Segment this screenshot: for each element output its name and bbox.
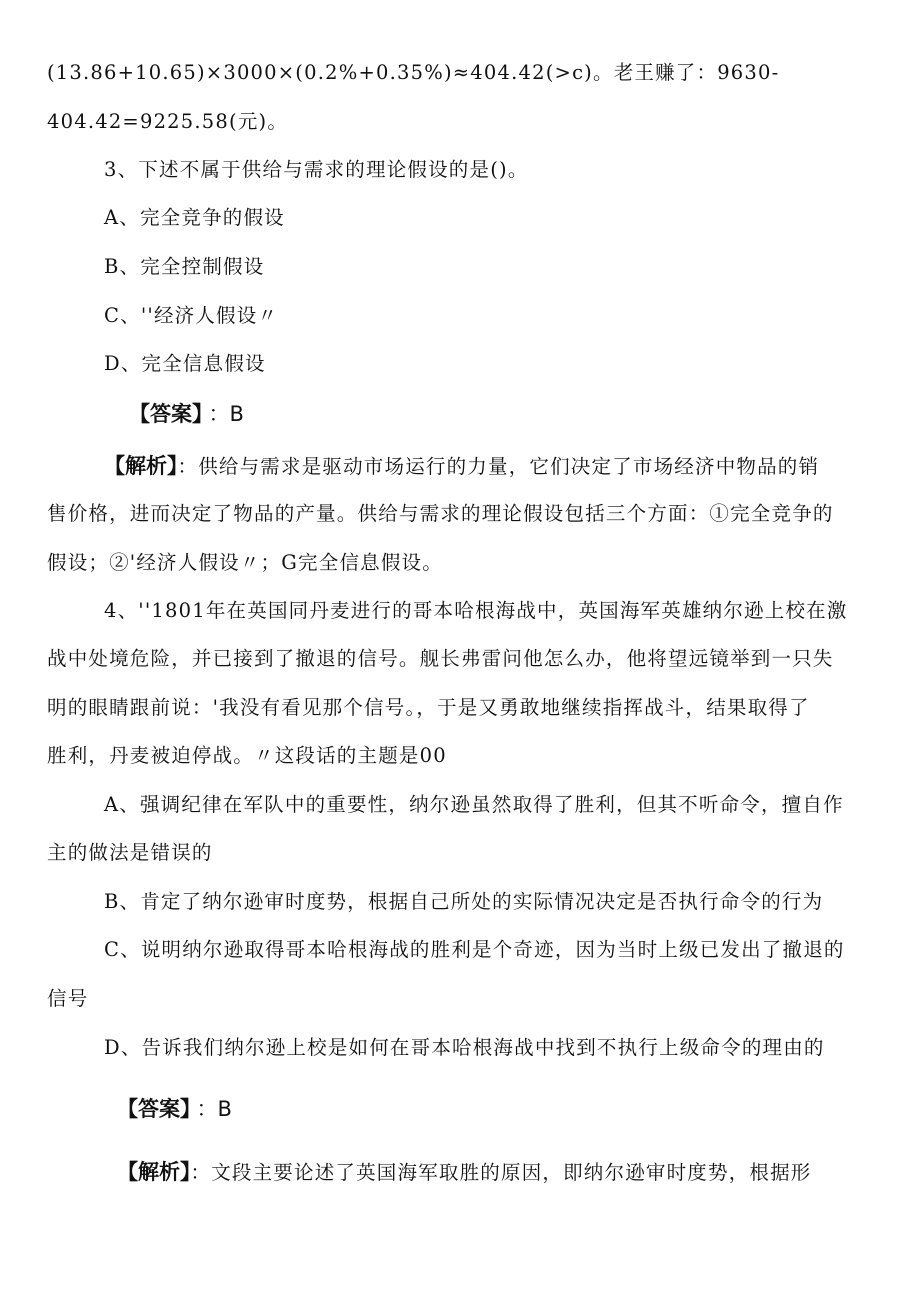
q3-analysis-line-1 [104, 452, 819, 481]
q4-option-b: B、肯定了纳尔逊审时度势，根据自己所处的实际情况决定是否执行命令的行为 [104, 890, 824, 913]
q4-answer-value: ：B [196, 1097, 232, 1121]
q4-analysis-text: ：文段主要论述了英国海军取胜的原因，即纳尔逊审时度势，根据形 [190, 1161, 812, 1184]
q3-answer-value: ：B [208, 402, 244, 426]
q4-option-d: D、告诉我们纳尔逊上校是如何在哥本哈根海战中找到不执行上级命令的理由的 [104, 1036, 825, 1059]
q4-question-line-3: 明的眼睛跟前说：'我没有看见那个信号。，于是又勇敢地继续指挥战斗，结果取得了 [47, 696, 810, 719]
q3-analysis-line-3: 假设；②'经济人假设〃；G完全信息假设。 [47, 551, 443, 574]
q4-answer [117, 1095, 232, 1123]
calc-line-2: 404.42=9225.58(元)。 [47, 110, 289, 133]
q4-analysis-label: 【解析】 [117, 1160, 191, 1184]
q3-question: 3、下述不属于供给与需求的理论假设的是()。 [104, 158, 529, 181]
q3-option-c: C、''经济人假设〃 [104, 304, 279, 327]
q3-option-b: B、完全控制假设 [104, 255, 265, 278]
q4-question-line-4: 胜利，丹麦被迫停战。〃这段话的主题是00 [47, 744, 447, 767]
q4-question-line-1: 4、''1801年在英国同丹麦进行的哥本哈根海战中，英国海军英雄纳尔逊上校在激 [104, 599, 848, 622]
q4-option-a-line-1: A、强调纪律在军队中的重要性，纳尔逊虽然取得了胜利，但其不听命令，擅自作 [104, 793, 844, 816]
q3-analysis-text-1: ：供给与需求是驱动市场运行的力量，它们决定了市场经济中物品的销 [177, 455, 820, 478]
q3-option-d: D、完全信息假设 [104, 352, 266, 375]
q4-option-c-line-1: C、说明纳尔逊取得哥本哈根海战的胜利是个奇迹，因为当时上级已发出了撤退的 [104, 938, 845, 961]
q3-option-a: A、完全竞争的假设 [104, 206, 285, 229]
q4-question-line-2: 战中处境危险，并已接到了撤退的信号。舰长弗雷问他怎么办，他将望远镜举到一只失 [47, 647, 834, 670]
q3-answer [129, 400, 244, 428]
q3-analysis-line-2: 售价格，进而决定了物品的产量。供给与需求的理论假设包括三个方面：①完全竞争的 [47, 502, 834, 525]
q4-answer-label: 【答案】 [117, 1097, 191, 1121]
q4-option-c-line-2: 信号 [47, 987, 89, 1010]
calc-line-1: (13.86+10.65)×3000×(0.2%+0.35%)≈404.42(>c)。老王赚了：9630- [47, 61, 780, 84]
q4-analysis-line-1 [117, 1158, 812, 1187]
q3-analysis-label: 【解析】 [104, 454, 178, 478]
q3-answer-label: 【答案】 [129, 402, 203, 426]
q4-option-a-line-2: 主的做法是错误的 [47, 841, 213, 864]
